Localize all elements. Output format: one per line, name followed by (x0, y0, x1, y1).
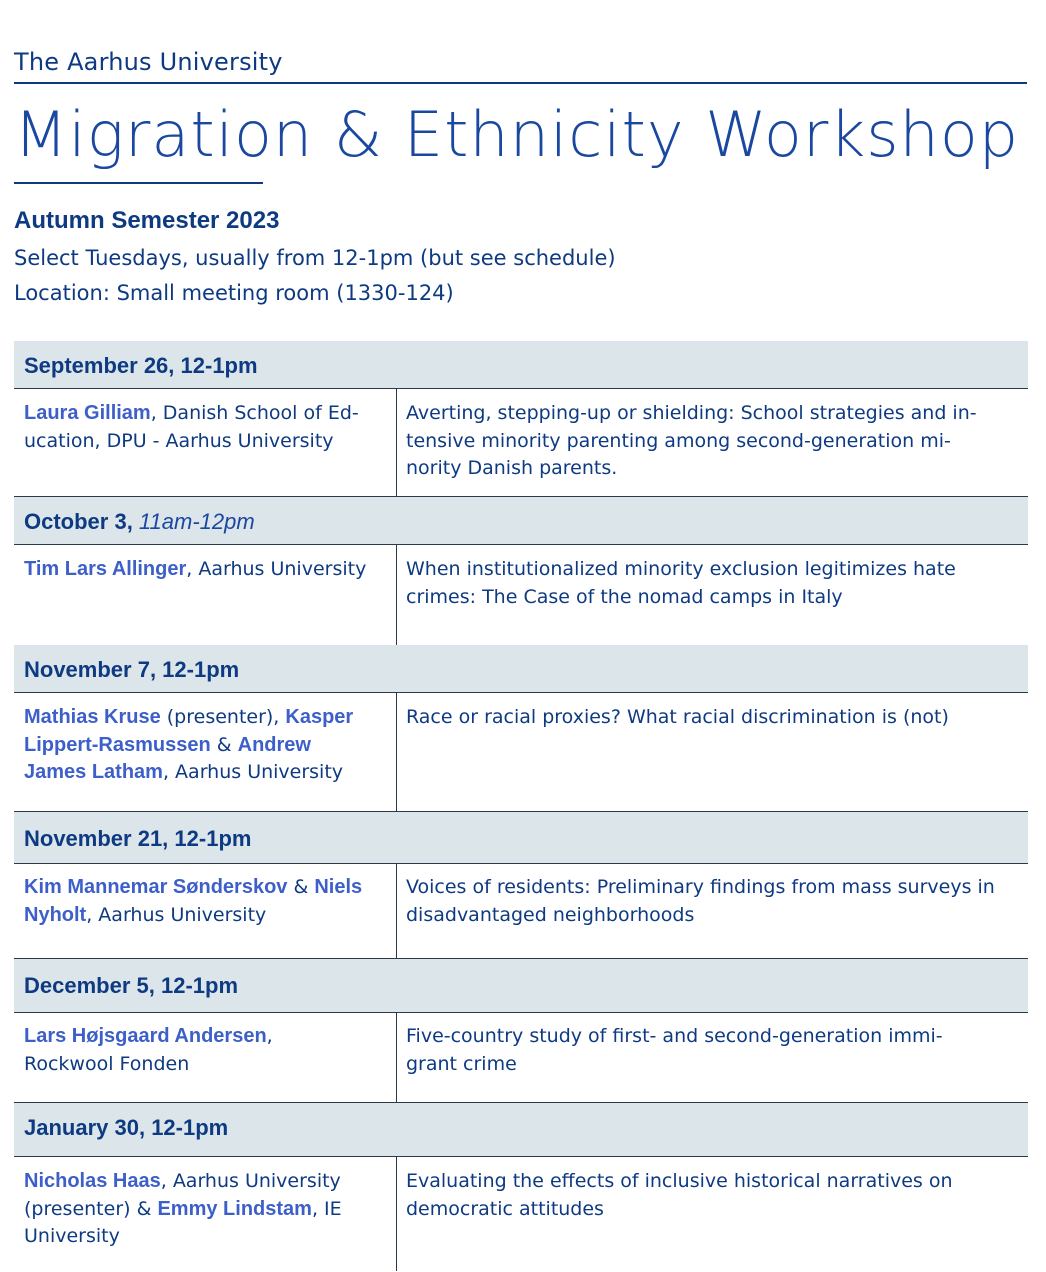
session-row (14, 693, 1028, 811)
session-date: December 5, 12-1pm (24, 973, 239, 998)
speaker-text: (presenter), (160, 706, 286, 728)
speaker-text: , (266, 1025, 273, 1047)
speaker-text: , Aarhus University (86, 903, 267, 926)
session-date: November 7, 12-1pm (24, 657, 240, 682)
speaker-name: Laura Gilliam (24, 402, 151, 424)
talk-line: Voices of residents: Preliminary findings from mass surveys in (406, 876, 995, 898)
speaker-name: Emmy Lindstam (157, 1197, 312, 1220)
header-rule (14, 82, 1027, 84)
talk-line: Averting, stepping-up or shielding: School strategies and in- (406, 402, 977, 424)
session-talk-title (406, 874, 1021, 929)
speaker-text: & (287, 876, 315, 898)
speaker-name: Lars Højsgaard Andersen (24, 1025, 267, 1047)
session-talk-title (406, 556, 1021, 611)
schedule-note: Select Tuesdays, usually from 12-1pm (but see schedule) (14, 246, 616, 270)
talk-line: Race or racial proxies? What racial discrimination is (not) (406, 706, 949, 728)
speaker-affiliation: University (24, 1225, 120, 1247)
session-row (14, 1013, 1028, 1102)
column-divider (396, 389, 397, 497)
speaker-name: Niels (314, 876, 363, 898)
speaker-name: Andrew (237, 733, 311, 756)
speaker-text: & (210, 733, 238, 756)
speaker-name: Lippert-Rasmussen (24, 733, 211, 756)
speaker-text: , Aarhus University (160, 1170, 341, 1192)
column-divider (396, 1013, 397, 1102)
column-divider (396, 545, 397, 645)
session-talk-title (406, 1023, 1021, 1078)
talk-line: Evaluating the effects of inclusive historical narratives on (406, 1170, 953, 1192)
session-date: September 26, 12-1pm (24, 353, 258, 378)
talk-line: grant crime (406, 1052, 517, 1075)
session-row (14, 389, 1028, 497)
talk-line: nority Danish parents. (406, 457, 618, 479)
speaker-affiliation: , Aarhus University (186, 558, 367, 580)
talk-line: tensive minority parenting among second-generation mi- (406, 429, 951, 452)
speaker-affiliation: Rockwool Fonden (24, 1052, 190, 1075)
talk-line: democratic attitudes (406, 1197, 604, 1220)
session-date-bar (14, 811, 1028, 864)
speaker-name: Nyholt (24, 903, 87, 926)
session-speakers (24, 1168, 386, 1251)
session-speakers (24, 874, 386, 929)
session-talk-title (406, 400, 1021, 483)
session-speakers (24, 556, 386, 584)
session-row (14, 545, 1028, 645)
session-date: January 30, 12-1pm (24, 1115, 229, 1140)
session-date-bar (14, 341, 1028, 389)
talk-line: crimes: The Case of the nomad camps in Italy (406, 585, 843, 608)
speaker-text: (presenter) & (24, 1197, 158, 1220)
session-date: October 3, 11am-12pm (24, 509, 255, 534)
session-speakers (24, 400, 386, 455)
university-name: The Aarhus University (14, 48, 283, 76)
column-divider (396, 693, 397, 811)
talk-line: Five-country study of first- and second-generation immi- (406, 1025, 943, 1047)
speaker-name: Mathias Kruse (24, 706, 161, 728)
session-talk-title (406, 1168, 1021, 1223)
title-underline (14, 182, 263, 184)
speaker-name: Kim Mannemar Sønderskov (24, 876, 288, 898)
session-row (14, 864, 1028, 958)
talk-line: disadvantaged neighborhoods (406, 903, 695, 926)
column-divider (396, 864, 397, 958)
speaker-text: , Aarhus University (162, 761, 344, 783)
talk-line: When institutionalized minority exclusion legitimizes hate (406, 558, 956, 580)
page-title: Migration & Ethnicity Workshop (14, 98, 1020, 171)
speaker-name: Nicholas Haas (24, 1170, 161, 1192)
session-date-bar (14, 958, 1028, 1013)
speaker-text: , IE (311, 1197, 342, 1220)
session-date: November 21, 12-1pm (24, 826, 252, 851)
speaker-affiliation: ucation, DPU - Aarhus University (24, 429, 334, 452)
session-talk-title (406, 704, 1021, 732)
session-date-bar (14, 645, 1028, 693)
speaker-name: James Latham (24, 761, 163, 783)
semester-heading: Autumn Semester 2023 (14, 207, 280, 234)
session-date-bar (14, 497, 1028, 545)
session-row (14, 1157, 1028, 1271)
session-speakers (24, 704, 386, 787)
session-date-bar (14, 1102, 1028, 1157)
session-speakers (24, 1023, 386, 1078)
column-divider (396, 1157, 397, 1271)
location-note: Location: Small meeting room (1330-124) (14, 281, 454, 305)
speaker-name: Kasper (285, 706, 354, 728)
speaker-name: Tim Lars Allinger (24, 558, 187, 580)
speaker-affiliation: , Danish School of Ed- (150, 402, 359, 424)
